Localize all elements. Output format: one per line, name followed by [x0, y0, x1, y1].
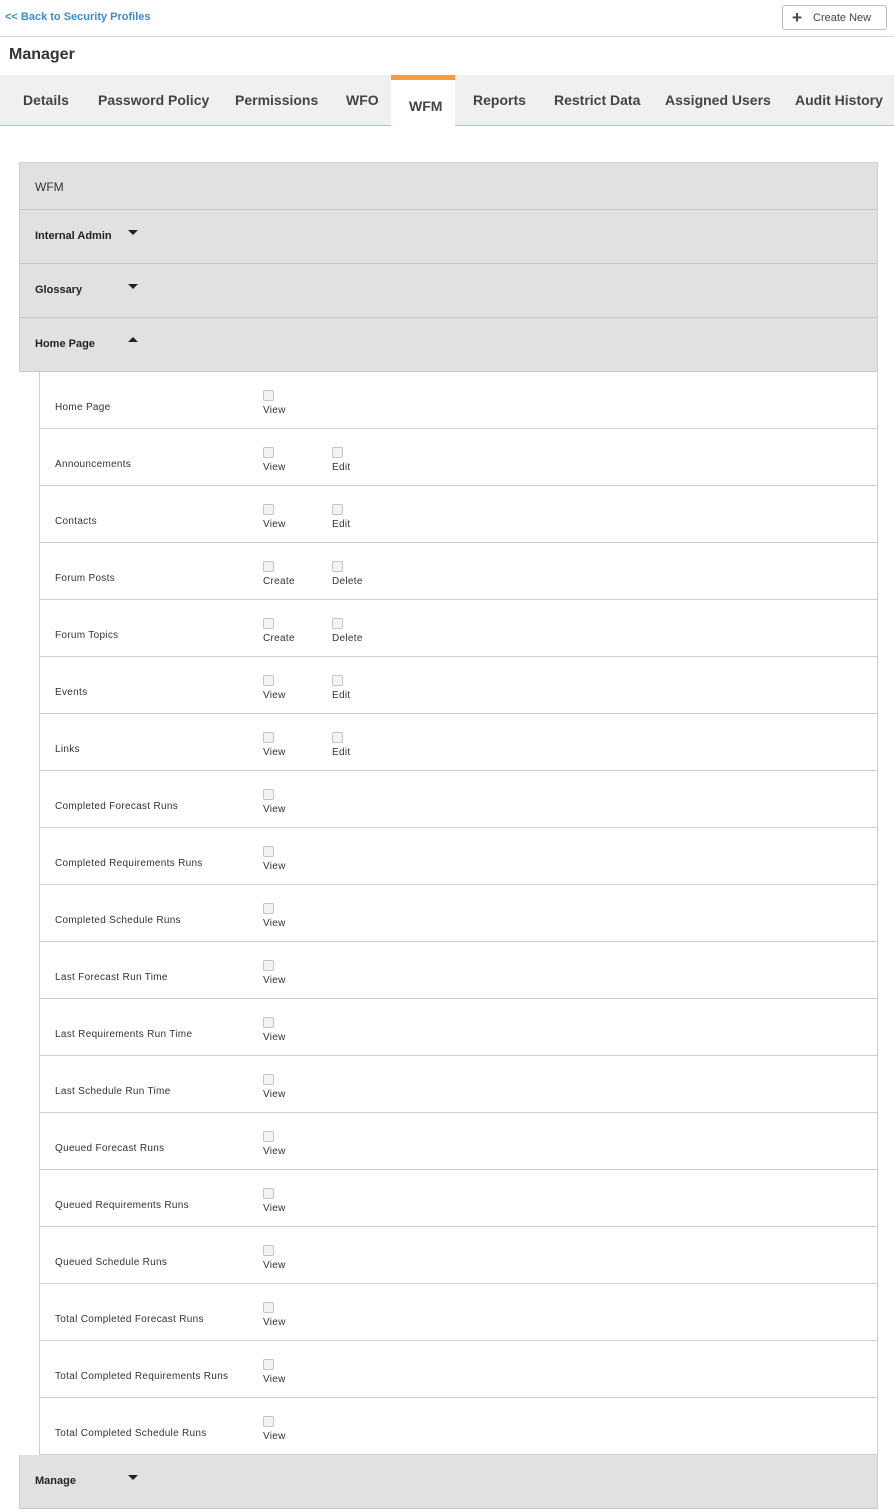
- tab-audit-history[interactable]: [779, 75, 894, 126]
- section-label: Home Page: [35, 338, 95, 350]
- permission-row-label: Last Forecast Run Time: [55, 972, 168, 983]
- tab-password-policy[interactable]: [88, 75, 220, 126]
- create-checkbox[interactable]: [263, 618, 274, 629]
- section-manage[interactable]: [19, 1455, 878, 1509]
- tab-label: WFM: [409, 98, 443, 114]
- permission-label: Edit: [332, 690, 351, 701]
- permission-label: View: [263, 1089, 286, 1100]
- permission-row: [40, 1170, 877, 1227]
- back-to-security-profiles-link[interactable]: << Back to Security Profiles: [5, 11, 151, 23]
- tab-permissions[interactable]: [220, 75, 330, 126]
- permission-row: [40, 1056, 877, 1113]
- permission-label: Edit: [332, 519, 351, 530]
- permission-label: Delete: [332, 633, 363, 644]
- permission-row-label: Last Schedule Run Time: [55, 1086, 171, 1097]
- permission-label: Delete: [332, 576, 363, 587]
- permission-row: [40, 543, 877, 600]
- permission-row-label: Announcements: [55, 459, 132, 470]
- page-title: Manager: [9, 46, 75, 63]
- view-checkbox[interactable]: [263, 504, 274, 515]
- caret-down-icon: [128, 1475, 138, 1480]
- tab-label: Password Policy: [98, 92, 210, 108]
- permission-row-label: Queued Schedule Runs: [55, 1257, 168, 1268]
- view-checkbox[interactable]: [263, 390, 274, 401]
- tab-reports[interactable]: [455, 75, 538, 126]
- view-checkbox[interactable]: [263, 1359, 274, 1370]
- edit-checkbox[interactable]: [332, 675, 343, 686]
- permission-row-label: Completed Schedule Runs: [55, 915, 181, 926]
- permission-label: View: [263, 405, 286, 416]
- view-checkbox[interactable]: [263, 1074, 274, 1085]
- create-new-label: Create New: [813, 12, 872, 24]
- view-checkbox[interactable]: [263, 1302, 274, 1313]
- view-checkbox[interactable]: [263, 789, 274, 800]
- home-page-permissions-list: [39, 372, 878, 1455]
- permission-row-label: Completed Requirements Runs: [55, 858, 203, 869]
- wfm-panel-header: [19, 162, 878, 210]
- section-home-page[interactable]: [19, 318, 878, 372]
- permission-label: Edit: [332, 747, 351, 758]
- permission-row: [40, 429, 877, 486]
- permission-row: [40, 1398, 877, 1455]
- delete-checkbox[interactable]: [332, 618, 343, 629]
- section-label: Glossary: [35, 284, 83, 296]
- permission-label: View: [263, 1431, 286, 1442]
- permission-label: View: [263, 1203, 286, 1214]
- permission-row-label: Queued Forecast Runs: [55, 1143, 165, 1154]
- permission-label: View: [263, 690, 286, 701]
- top-bar: [0, 0, 894, 37]
- view-checkbox[interactable]: [263, 1245, 274, 1256]
- permission-row-label: Contacts: [55, 516, 97, 527]
- view-checkbox[interactable]: [263, 447, 274, 458]
- permission-row: [40, 600, 877, 657]
- permission-row: [40, 942, 877, 999]
- delete-checkbox[interactable]: [332, 561, 343, 572]
- permission-label: View: [263, 747, 286, 758]
- edit-checkbox[interactable]: [332, 732, 343, 743]
- permission-row: [40, 885, 877, 942]
- permission-label: Create: [263, 633, 295, 644]
- permission-row: [40, 1341, 877, 1398]
- permission-label: View: [263, 804, 286, 815]
- tab-label: WFO: [346, 92, 379, 108]
- permission-row-label: Completed Forecast Runs: [55, 801, 179, 812]
- view-checkbox[interactable]: [263, 903, 274, 914]
- permission-row-label: Forum Posts: [55, 573, 115, 584]
- tab-bar: [0, 75, 894, 126]
- caret-up-icon: [128, 337, 138, 342]
- create-checkbox[interactable]: [263, 561, 274, 572]
- permission-label: View: [263, 918, 286, 929]
- permission-row: [40, 771, 877, 828]
- panel-title: WFM: [35, 180, 64, 194]
- tab-assigned-users[interactable]: [649, 75, 779, 126]
- tab-label: Audit History: [795, 92, 883, 108]
- tab-label: Details: [23, 92, 69, 108]
- permission-label: View: [263, 975, 286, 986]
- edit-checkbox[interactable]: [332, 504, 343, 515]
- caret-down-icon: [128, 284, 138, 289]
- plus-icon: +: [792, 8, 802, 27]
- permission-label: View: [263, 1260, 286, 1271]
- permission-label: View: [263, 1317, 286, 1328]
- permission-label: View: [263, 861, 286, 872]
- edit-checkbox[interactable]: [332, 447, 343, 458]
- permission-row: [40, 828, 877, 885]
- tab-restrict-data[interactable]: [538, 75, 649, 126]
- tab-wfm[interactable]: [391, 75, 455, 126]
- permission-row: [40, 1113, 877, 1170]
- permission-row-label: Total Completed Requirements Runs: [55, 1371, 229, 1382]
- caret-down-icon: [128, 230, 138, 235]
- permission-label: Edit: [332, 462, 351, 473]
- tab-label: Permissions: [235, 92, 319, 108]
- section-label: Internal Admin: [35, 230, 112, 242]
- permission-row-label: Total Completed Schedule Runs: [55, 1428, 207, 1439]
- permission-row: [40, 1284, 877, 1341]
- section-glossary[interactable]: [19, 264, 878, 318]
- permission-row-label: Events: [55, 687, 88, 698]
- permission-row-label: Links: [55, 744, 80, 755]
- permission-row: [40, 657, 877, 714]
- permission-row-label: Last Requirements Run Time: [55, 1029, 193, 1040]
- permission-label: View: [263, 1032, 286, 1043]
- permission-label: Create: [263, 576, 295, 587]
- tab-wfo[interactable]: [330, 75, 391, 126]
- tab-label: Assigned Users: [665, 92, 771, 108]
- permission-label: View: [263, 1146, 286, 1157]
- tab-label: Reports: [473, 92, 526, 108]
- permission-row: [40, 486, 877, 543]
- permission-row: [40, 372, 877, 429]
- view-checkbox[interactable]: [263, 675, 274, 686]
- view-checkbox[interactable]: [263, 846, 274, 857]
- view-checkbox[interactable]: [263, 1131, 274, 1142]
- view-checkbox[interactable]: [263, 732, 274, 743]
- tab-label: Restrict Data: [554, 92, 641, 108]
- permission-label: View: [263, 1374, 286, 1385]
- permission-row-label: Home Page: [55, 402, 111, 413]
- permission-row: [40, 714, 877, 771]
- permission-label: View: [263, 519, 286, 530]
- view-checkbox[interactable]: [263, 960, 274, 971]
- view-checkbox[interactable]: [263, 1017, 274, 1028]
- section-label: Manage: [35, 1475, 76, 1487]
- section-internal-admin[interactable]: [19, 210, 878, 264]
- tab-details[interactable]: [0, 75, 88, 126]
- permission-row-label: Queued Requirements Runs: [55, 1200, 189, 1211]
- permission-row-label: Forum Topics: [55, 630, 119, 641]
- permission-row-label: Total Completed Forecast Runs: [55, 1314, 204, 1325]
- view-checkbox[interactable]: [263, 1416, 274, 1427]
- permission-row: [40, 1227, 877, 1284]
- permission-row: [40, 999, 877, 1056]
- create-new-button[interactable]: [782, 5, 887, 30]
- permission-label: View: [263, 462, 286, 473]
- view-checkbox[interactable]: [263, 1188, 274, 1199]
